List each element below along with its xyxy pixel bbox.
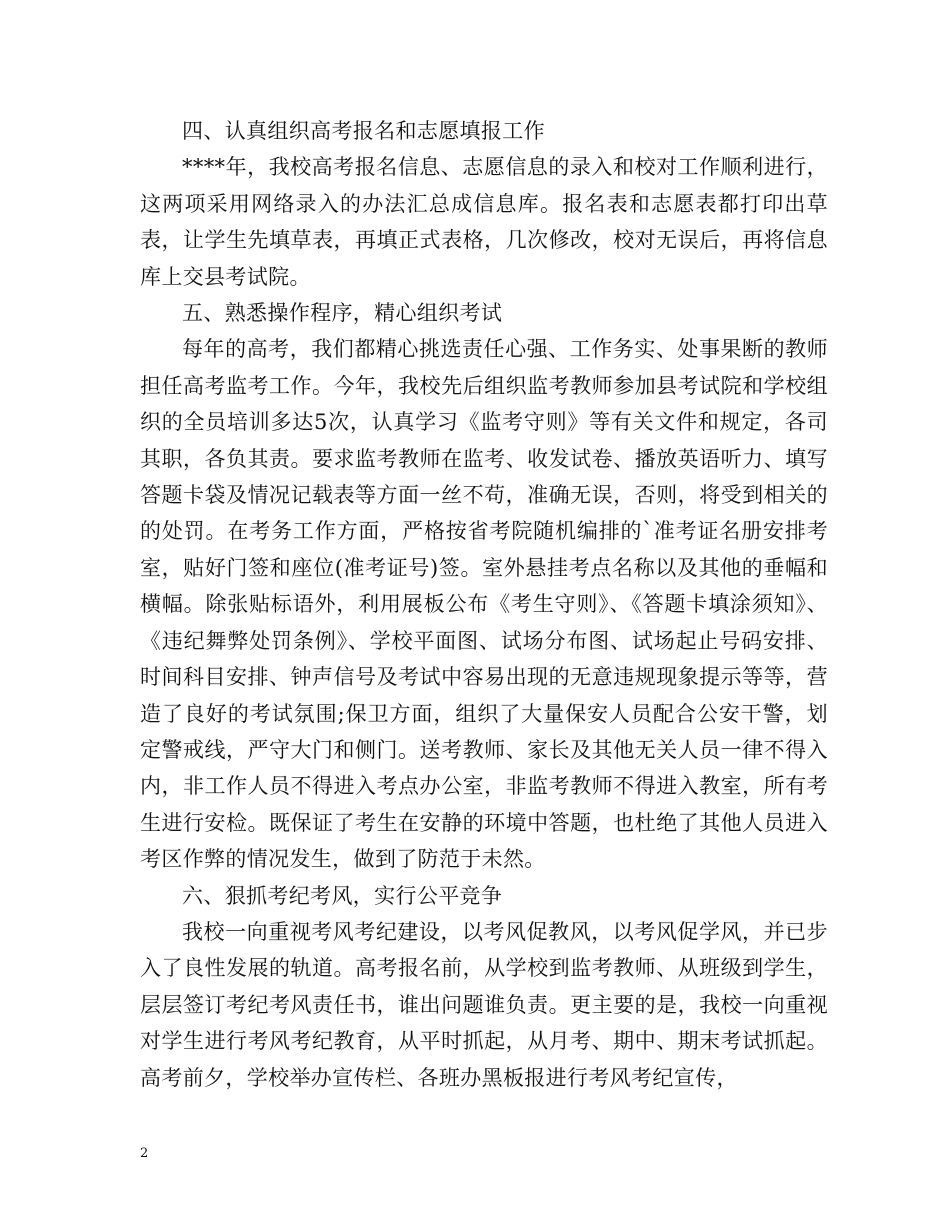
body-paragraph: ****年，我校高考报名信息、志愿信息的录入和校对工作顺利进行，这两项采用网络录入的办法汇总成信息库。报名表和志愿表都打印出草表，让学生先填草表，再填正式表格，几次修改，校对无误后，再将信息库上交县考试院。	[140, 155, 828, 289]
body-paragraph: 我校一向重视考风考纪建设，以考风促教风，以考风促学风，并已步入了良性发展的轨道。高考报名前，从学校到监考教师、从班级到学生，层层签订考纪考风责任书，谁出问题谁负责。更主要的是，我校一向重视对学生进行考风考纪教育，从平时抓起，从月考、期中、期末考试抓起。高考前夕，学校举办宣传栏、各班办黑板报进行考风考纪宣传，	[140, 919, 828, 1090]
body-paragraph: 每年的高考，我们都精心挑选责任心强、工作务实、处事果断的教师担任高考监考工作。今年，我校先后组织监考教师参加县考试院和学校组织的全员培训多达5次，认真学习《监考守则》等有关文件和规定，各司其职，各负其责。要求监考教师在监考、收发试卷、播放英语听力、填写答题卡袋及情况记载表等方面一丝不苟，准确无误，否则，将受到相关的的处罚。在考务工作方面，严格按省考院随机编排的`准考证名册安排考室，贴好门签和座位(准考证号)签。室外悬挂考点名称以及其他的垂幅和横幅。除张贴标语外，利用展板公布《考生守则》、《答题卡填涂须知》、《违纪舞弊处罚条例》、学校平面图、试场分布图、试场起止号码安排、时间科目安排、钟声信号及考试中容易出现的无意违规现象提示等等，营造了良好的考试氛围;保卫方面，组织了大量保安人员配合公安干警，划定警戒线，严守大门和侧门。送考教师、家长及其他无关人员一律不得入内，非工作人员不得进入考点办公室，非监考教师不得进入教室，所有考生进行安检。既保证了考生在安静的环境中答题，也杜绝了其他人员进入考区作弊的情况发生，做到了防范于未然。	[140, 337, 828, 872]
document-body	[140, 113, 828, 1096]
section-heading-4: 四、认真组织高考报名和志愿填报工作	[182, 119, 545, 143]
section-heading-5: 五、熟悉操作程序，精心组织考试	[182, 301, 503, 326]
section-heading-6: 六、狠抓考纪考风，实行公平竞争	[182, 883, 503, 908]
page-number: 2	[140, 1146, 149, 1161]
